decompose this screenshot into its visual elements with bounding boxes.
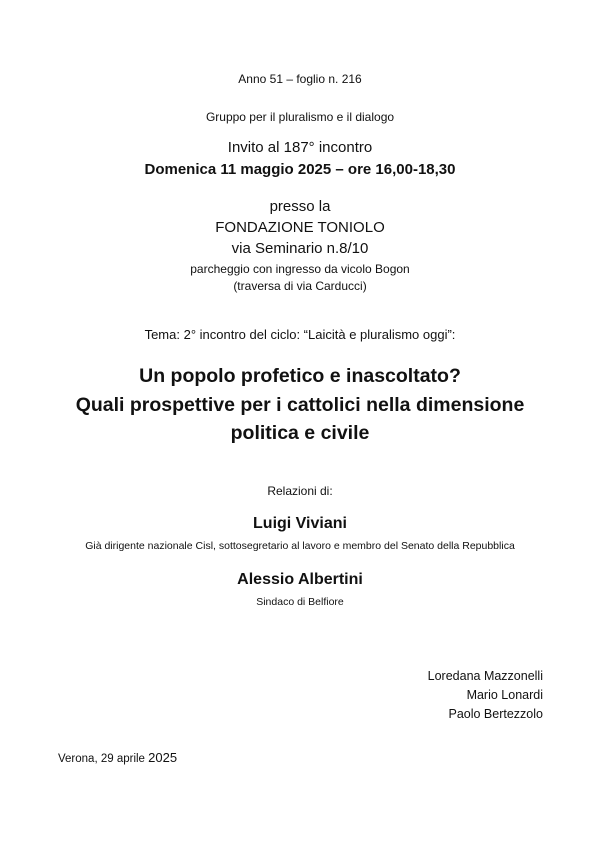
signers-block [428, 667, 543, 724]
date-line [58, 750, 177, 765]
speaker-name: Luigi Viviani [253, 515, 347, 532]
date-year: 2025 [148, 750, 178, 765]
venue-parking-note: (traversa di via Carducci) [233, 279, 367, 293]
venue-presso: presso la [269, 198, 331, 215]
group-name: Gruppo per il pluralismo e il dialogo [205, 110, 395, 124]
invite-line: Invito al 187° incontro [227, 139, 373, 156]
signer-name: Mario Lonardi [466, 688, 543, 702]
title-line-2: Quali prospettive per i cattolici nella dimensione [75, 394, 525, 416]
venue-address: via Seminario n.8/10 [231, 240, 369, 257]
speaker-role: Già dirigente nazionale Cisl, sottosegretario al lavoro e membro del Senato della Repubblica [85, 540, 515, 552]
speaker-role: Sindaco di Belfiore [256, 596, 344, 608]
date-place-day: Verona, 29 aprile [58, 753, 149, 765]
speaker-name: Alessio Albertini [237, 571, 363, 588]
venue-parking: parcheggio con ingresso da vicolo Bogon [190, 262, 410, 276]
title-line-3: politica e civile [230, 422, 370, 444]
event-datetime: Domenica 11 maggio 2025 – ore 16,00-18,30 [144, 161, 456, 178]
signer-name: Paolo Bertezzolo [448, 707, 543, 721]
venue-name: FONDAZIONE TONIOLO [215, 219, 385, 236]
theme-line: Tema: 2° incontro del ciclo: “Laicità e pluralismo oggi”: [144, 327, 456, 342]
speakers-label: Relazioni di: [267, 484, 333, 498]
title-line-1: Un popolo profetico e inascoltato? [139, 365, 461, 387]
signer-name: Loredana Mazzonelli [427, 669, 543, 683]
issue-number: Anno 51 – foglio n. 216 [238, 72, 362, 86]
